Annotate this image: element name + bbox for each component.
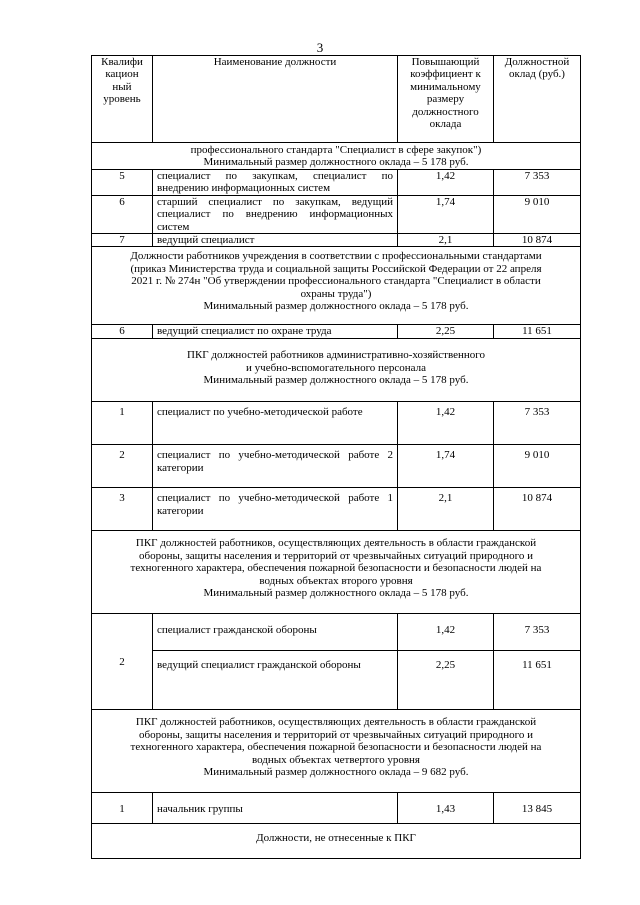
row-coefficient: 2,25 bbox=[398, 325, 494, 339]
page-number: 3 bbox=[316, 40, 324, 55]
row-position: ведущий специалист по охране труда bbox=[153, 325, 398, 339]
row-position: ведущий специалист гражданской обороны bbox=[153, 651, 398, 710]
row-salary: 7 353 bbox=[494, 614, 581, 651]
table-row bbox=[92, 402, 581, 445]
header-salary: Должностной оклад (руб.) bbox=[494, 56, 581, 143]
row-salary: 7 353 bbox=[494, 402, 581, 445]
row-coefficient: 1,43 bbox=[398, 793, 494, 824]
row-level: 6 bbox=[92, 325, 153, 339]
section-min-salary: Минимальный размер должностного оклада – 5 178 руб. bbox=[203, 587, 469, 600]
row-salary: 11 651 bbox=[494, 651, 581, 710]
row-coefficient: 1,74 bbox=[398, 445, 494, 488]
table-row bbox=[92, 488, 581, 531]
row-coefficient: 1,42 bbox=[398, 402, 494, 445]
table-row bbox=[92, 170, 581, 196]
section-title-line: ПКГ должностей работников, осуществляющих деятельность в области гражданской bbox=[135, 716, 537, 729]
section-title-line: обороны, защиты населения и территорий от чрезвычайных ситуаций природного и bbox=[138, 728, 534, 741]
section-title-line: ПКГ должностей работников, осуществляющих деятельность в области гражданской bbox=[135, 537, 537, 550]
section-heading bbox=[92, 710, 581, 793]
row-level: 1 bbox=[92, 793, 153, 824]
row-salary: 9 010 bbox=[494, 445, 581, 488]
section-title-line: техногенного характера, обеспечения пожарной безопасности и безопасности людей на bbox=[130, 562, 542, 575]
section-title-line: ПКГ должностей работников административно-хозяйственного bbox=[187, 349, 485, 362]
section-title-line: Должности, не отнесенные к ПКГ bbox=[256, 832, 416, 845]
row-coefficient: 1,42 bbox=[398, 614, 494, 651]
row-salary: 11 651 bbox=[494, 325, 581, 339]
row-level: 1 bbox=[92, 402, 153, 445]
section-min-salary: Минимальный размер должностного оклада – 5 178 руб. bbox=[203, 374, 469, 387]
header-position: Наименование должности bbox=[153, 56, 398, 143]
section-title-line: (приказ Министерства труда и социальной защиты Российской Федерации от 22 апреля bbox=[130, 262, 542, 275]
section-min-salary: Минимальный размер должностного оклада – 5 178 руб. bbox=[203, 156, 469, 169]
salary-table bbox=[91, 55, 581, 859]
row-salary: 10 874 bbox=[494, 234, 581, 247]
table-row bbox=[92, 325, 581, 339]
section-title-line: профессионального стандарта "Специалист в сфере закупок") bbox=[190, 144, 482, 156]
row-level: 6 bbox=[92, 195, 153, 233]
row-coefficient: 1,42 bbox=[398, 170, 494, 196]
row-position: старший специалист по закупкам, ведущий специалист по внедрению информационных систем bbox=[153, 195, 398, 233]
section-title-line: водных объектах четвертого уровня bbox=[252, 753, 420, 766]
row-coefficient: 2,1 bbox=[398, 234, 494, 247]
section-heading bbox=[92, 143, 581, 170]
row-coefficient: 2,1 bbox=[398, 488, 494, 531]
table-row bbox=[92, 614, 581, 651]
row-salary: 7 353 bbox=[494, 170, 581, 196]
row-position: специалист гражданской обороны bbox=[153, 614, 398, 651]
table-row bbox=[92, 651, 581, 710]
table-row bbox=[92, 445, 581, 488]
row-position: ведущий специалист bbox=[153, 234, 398, 247]
row-coefficient: 1,74 bbox=[398, 195, 494, 233]
row-salary: 10 874 bbox=[494, 488, 581, 531]
section-title-line: охраны труда") bbox=[300, 287, 372, 300]
row-level: 7 bbox=[92, 234, 153, 247]
section-title-line: Должности работников учреждения в соответствии с профессиональными стандартами bbox=[130, 250, 542, 263]
section-min-salary: Минимальный размер должностного оклада – 5 178 руб. bbox=[203, 300, 469, 313]
row-position: специалист по учебно-методической работе 1 категории bbox=[153, 488, 398, 531]
section-title-line: обороны, защиты населения и территорий от чрезвычайных ситуаций природного и bbox=[138, 549, 534, 562]
section-title-line: техногенного характера, обеспечения пожарной безопасности и безопасности людей на bbox=[130, 741, 542, 754]
header-level: Квалифи кацион ный уровень bbox=[92, 56, 153, 143]
row-level: 5 bbox=[92, 170, 153, 196]
section-heading bbox=[92, 824, 581, 859]
row-salary: 13 845 bbox=[494, 793, 581, 824]
row-position: специалист по учебно-методической работе bbox=[153, 402, 398, 445]
row-level: 2 bbox=[92, 445, 153, 488]
section-title-line: водных объектах второго уровня bbox=[259, 574, 413, 587]
row-position: специалист по учебно-методической работе 2 категории bbox=[153, 445, 398, 488]
table-row bbox=[92, 234, 581, 247]
table-row bbox=[92, 195, 581, 233]
section-title-line: 2021 г. № 274н "Об утверждении профессионального стандарта "Специалист в области bbox=[131, 275, 541, 288]
row-position: начальник группы bbox=[153, 793, 398, 824]
section-heading bbox=[92, 339, 581, 402]
row-level: 3 bbox=[92, 488, 153, 531]
row-level: 2 bbox=[92, 614, 153, 710]
header-coefficient: Повышающий коэффициент к минимальному размеру должностного оклада bbox=[398, 56, 494, 143]
row-salary: 9 010 bbox=[494, 195, 581, 233]
section-heading bbox=[92, 247, 581, 325]
row-position: специалист по закупкам, специалист по внедрению информационных систем bbox=[153, 170, 398, 196]
table-row bbox=[92, 793, 581, 824]
section-heading bbox=[92, 531, 581, 614]
table-header-row bbox=[92, 56, 581, 143]
row-coefficient: 2,25 bbox=[398, 651, 494, 710]
section-min-salary: Минимальный размер должностного оклада – 9 682 руб. bbox=[203, 766, 469, 779]
section-title-line: и учебно-вспомогательного персонала bbox=[246, 361, 426, 374]
